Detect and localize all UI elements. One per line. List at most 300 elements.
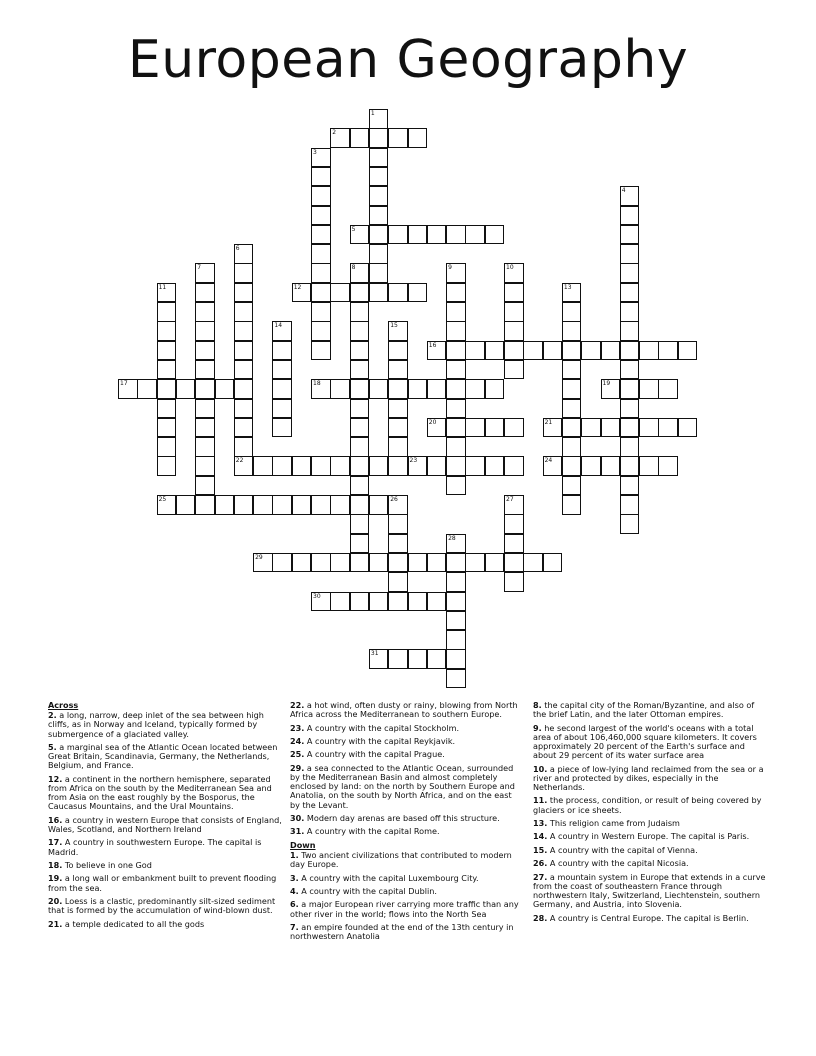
crossword-cell[interactable] <box>427 341 447 361</box>
crossword-cell[interactable] <box>253 495 273 515</box>
cell-number: 29 <box>255 553 263 561</box>
crossword-cell[interactable] <box>620 283 640 303</box>
clue-number: 10. <box>533 763 548 774</box>
clue-text: A country with the capital Reykjavik. <box>306 735 456 746</box>
cell-number: 20 <box>428 418 437 426</box>
crossword-cell[interactable] <box>311 321 331 341</box>
crossword-cell[interactable] <box>601 379 621 399</box>
cell-number: 4 <box>621 187 626 195</box>
crossword-cell[interactable] <box>504 418 524 438</box>
crossword-cell[interactable] <box>369 379 389 399</box>
crossword-cell[interactable] <box>388 553 408 573</box>
crossword-cell[interactable] <box>388 514 408 534</box>
crossword-cell[interactable] <box>504 360 524 380</box>
cell-number: 17 <box>120 380 128 388</box>
crossword-cell[interactable] <box>157 341 177 361</box>
crossword-cell[interactable] <box>311 553 331 573</box>
crossword-cell[interactable] <box>350 476 370 496</box>
cell-number: 5 <box>351 225 356 233</box>
crossword-cell[interactable] <box>350 592 370 612</box>
crossword-cell[interactable] <box>350 225 370 245</box>
crossword-cell[interactable] <box>581 418 601 438</box>
cell-number: 12 <box>293 283 302 291</box>
crossword-cell[interactable] <box>330 128 350 148</box>
crossword-cell[interactable] <box>234 360 254 380</box>
crossword-cell[interactable] <box>350 534 370 554</box>
crossword-cell[interactable] <box>311 302 331 322</box>
clue-across <box>48 920 282 929</box>
crossword-cell[interactable] <box>427 225 447 245</box>
crossword-cell[interactable] <box>388 418 408 438</box>
crossword-cell[interactable] <box>195 476 215 496</box>
clue-text: the capital city of the Roman/Byzantine, and also of the brief Latin, and the later Ottoman empires. <box>533 700 755 720</box>
crossword-cell[interactable] <box>195 418 215 438</box>
crossword-cell[interactable] <box>658 341 678 361</box>
crossword-cell[interactable] <box>330 553 350 573</box>
crossword-cell[interactable] <box>388 321 408 341</box>
crossword-cell[interactable] <box>446 399 466 419</box>
crossword-cell[interactable] <box>388 572 408 592</box>
clue-text: Two ancient civilizations that contributed to modern day Europe. <box>290 849 512 870</box>
crossword-cell[interactable] <box>272 399 292 419</box>
crossword-cell[interactable] <box>350 418 370 438</box>
crossword-cell[interactable] <box>620 379 640 399</box>
crossword-cell[interactable] <box>330 379 350 399</box>
crossword-cell[interactable] <box>504 572 524 592</box>
crossword-cell[interactable] <box>350 495 370 515</box>
crossword-cell[interactable] <box>562 341 582 361</box>
crossword-cell[interactable] <box>446 360 466 380</box>
crossword-cell[interactable] <box>601 341 621 361</box>
crossword-cell[interactable] <box>157 437 177 457</box>
crossword-cell[interactable] <box>330 592 350 612</box>
clue-text: This religion came from Judaism <box>549 817 680 828</box>
crossword-cell[interactable] <box>446 263 466 283</box>
crossword-cell[interactable] <box>562 302 582 322</box>
crossword-cell[interactable] <box>157 379 177 399</box>
crossword-cell[interactable] <box>311 186 331 206</box>
clue-number: 14. <box>533 831 548 842</box>
crossword-cell[interactable] <box>157 495 177 515</box>
crossword-cell[interactable] <box>157 456 177 476</box>
crossword-cell[interactable] <box>562 476 582 496</box>
crossword-cell[interactable] <box>350 437 370 457</box>
crossword-cell[interactable] <box>446 225 466 245</box>
crossword-cell[interactable] <box>446 476 466 496</box>
crossword-cell[interactable] <box>408 379 428 399</box>
crossword-cell[interactable] <box>658 456 678 476</box>
crossword-cell[interactable] <box>292 456 312 476</box>
crossword-cell[interactable] <box>446 592 466 612</box>
crossword-cell[interactable] <box>620 341 640 361</box>
crossword-cell[interactable] <box>465 225 485 245</box>
crossword-cell[interactable] <box>369 592 389 612</box>
crossword-cell[interactable] <box>427 379 447 399</box>
crossword-cell[interactable] <box>195 360 215 380</box>
crossword-cell[interactable] <box>446 341 466 361</box>
crossword-cell[interactable] <box>311 592 331 612</box>
crossword-cell[interactable] <box>504 321 524 341</box>
crossword-cell[interactable] <box>543 553 563 573</box>
crossword-cell[interactable] <box>272 456 292 476</box>
crossword-cell[interactable] <box>427 649 447 669</box>
crossword-cell[interactable] <box>234 379 254 399</box>
crossword-cell[interactable] <box>157 360 177 380</box>
clue-down <box>533 859 767 868</box>
crossword-cell[interactable] <box>620 321 640 341</box>
crossword-cell[interactable] <box>195 263 215 283</box>
crossword-cell[interactable] <box>427 456 447 476</box>
crossword-cell[interactable] <box>446 321 466 341</box>
crossword-cell[interactable] <box>195 495 215 515</box>
crossword-cell[interactable] <box>620 206 640 226</box>
cell-number: 7 <box>197 264 202 272</box>
crossword-cell[interactable] <box>620 244 640 264</box>
crossword-cell[interactable] <box>350 553 370 573</box>
crossword-cell[interactable] <box>465 379 485 399</box>
clue-down <box>290 874 524 883</box>
crossword-cell[interactable] <box>350 379 370 399</box>
crossword-cell[interactable] <box>465 341 485 361</box>
crossword-cell[interactable] <box>234 399 254 419</box>
crossword-cell[interactable] <box>504 534 524 554</box>
crossword-cell[interactable] <box>408 128 428 148</box>
crossword-cell[interactable] <box>639 418 659 438</box>
crossword-cell[interactable] <box>350 341 370 361</box>
crossword-cell[interactable] <box>253 553 273 573</box>
crossword-cell[interactable] <box>543 456 563 476</box>
crossword-cell[interactable] <box>620 225 640 245</box>
crossword-cell[interactable] <box>408 553 428 573</box>
crossword-cell[interactable] <box>562 379 582 399</box>
crossword-cell[interactable] <box>350 283 370 303</box>
crossword-cell[interactable] <box>620 263 640 283</box>
crossword-cell[interactable] <box>408 225 428 245</box>
crossword-cell[interactable] <box>388 360 408 380</box>
crossword-cell[interactable] <box>388 456 408 476</box>
clue-down <box>290 900 524 918</box>
crossword-cell[interactable] <box>523 553 543 573</box>
crossword-cell[interactable] <box>118 379 138 399</box>
crossword-cell[interactable] <box>408 592 428 612</box>
crossword-cell[interactable] <box>330 456 350 476</box>
cell-number: 31 <box>370 650 379 658</box>
crossword-cell[interactable] <box>311 341 331 361</box>
crossword-cell[interactable] <box>562 399 582 419</box>
crossword-cell[interactable] <box>388 534 408 554</box>
crossword-cell[interactable] <box>272 341 292 361</box>
clue-down <box>533 914 767 923</box>
crossword-cell[interactable] <box>543 341 563 361</box>
crossword-cell[interactable] <box>446 302 466 322</box>
crossword-cell[interactable] <box>369 109 389 129</box>
crossword-cell[interactable] <box>465 418 485 438</box>
clue-text: A country with the capital Rome. <box>306 826 440 837</box>
cell-number: 11 <box>158 283 167 291</box>
crossword-cell[interactable] <box>601 456 621 476</box>
crossword-cell[interactable] <box>388 225 408 245</box>
crossword-cell[interactable] <box>369 148 389 168</box>
crossword-cell[interactable] <box>427 418 447 438</box>
clue-across <box>290 750 524 759</box>
crossword-cell[interactable] <box>176 379 196 399</box>
crossword-cell[interactable] <box>504 456 524 476</box>
crossword-cell[interactable] <box>311 167 331 187</box>
crossword-cell[interactable] <box>388 379 408 399</box>
crossword-cell[interactable] <box>311 148 331 168</box>
cell-number: 15 <box>390 322 398 330</box>
crossword-cell[interactable] <box>658 379 678 399</box>
crossword-cell[interactable] <box>658 418 678 438</box>
crossword-cell[interactable] <box>388 341 408 361</box>
crossword-cell[interactable] <box>234 456 254 476</box>
crossword-cell[interactable] <box>350 399 370 419</box>
clue-number: 3. <box>290 872 299 883</box>
crossword-cell[interactable] <box>195 321 215 341</box>
clue-text: Loess is a clastic, predominantly silt-sized sediment that is formed by the accumulation of wind-blown dust. <box>48 895 276 916</box>
cell-number: 21 <box>544 418 553 426</box>
crossword-cell[interactable] <box>639 379 659 399</box>
crossword-cell[interactable] <box>562 321 582 341</box>
clue-number: 7. <box>290 921 299 932</box>
crossword-cell[interactable] <box>485 225 505 245</box>
crossword-cell[interactable] <box>446 283 466 303</box>
crossword-cell[interactable] <box>369 128 389 148</box>
clue-text: a hot wind, often dusty or rainy, blowing from North Africa across the Mediterranean to southern Europe. <box>290 700 518 720</box>
clue-number: 25. <box>290 749 305 760</box>
crossword-cell[interactable] <box>350 128 370 148</box>
crossword-cell[interactable] <box>215 379 235 399</box>
crossword-cell[interactable] <box>350 302 370 322</box>
crossword-cell[interactable] <box>253 456 273 476</box>
crossword-cell[interactable] <box>620 514 640 534</box>
clue-number: 19. <box>48 873 63 884</box>
clue-down <box>533 873 767 910</box>
crossword-cell[interactable] <box>234 244 254 264</box>
crossword-cell[interactable] <box>446 572 466 592</box>
crossword-cell[interactable] <box>543 418 563 438</box>
crossword-cell[interactable] <box>408 649 428 669</box>
crossword-cell[interactable] <box>639 456 659 476</box>
crossword-cell[interactable] <box>562 495 582 515</box>
crossword-cell[interactable] <box>408 283 428 303</box>
clue-across <box>48 775 282 812</box>
crossword-cell[interactable] <box>446 630 466 650</box>
crossword-cell[interactable] <box>311 263 331 283</box>
crossword-cell[interactable] <box>195 341 215 361</box>
crossword-cell[interactable] <box>485 418 505 438</box>
crossword-cell[interactable] <box>581 341 601 361</box>
clue-across <box>48 838 282 856</box>
crossword-cell[interactable] <box>446 379 466 399</box>
crossword-cell[interactable] <box>195 456 215 476</box>
crossword-cell[interactable] <box>157 321 177 341</box>
crossword-cell[interactable] <box>446 456 466 476</box>
crossword-cell[interactable] <box>504 302 524 322</box>
crossword-cell[interactable] <box>330 495 350 515</box>
crossword-cell[interactable] <box>369 456 389 476</box>
crossword-cell[interactable] <box>562 418 582 438</box>
crossword-cell[interactable] <box>388 649 408 669</box>
crossword-cell[interactable] <box>369 263 389 283</box>
crossword-cell[interactable] <box>388 437 408 457</box>
crossword-cell[interactable] <box>311 379 331 399</box>
crossword-cell[interactable] <box>234 341 254 361</box>
crossword-cell[interactable] <box>446 418 466 438</box>
crossword-cell[interactable] <box>446 611 466 631</box>
clue-down <box>533 819 767 828</box>
cell-number: 30 <box>313 592 321 600</box>
crossword-cell[interactable] <box>369 283 389 303</box>
crossword-cell[interactable] <box>369 225 389 245</box>
crossword-cell[interactable] <box>350 263 370 283</box>
crossword-cell[interactable] <box>427 592 447 612</box>
crossword-cell[interactable] <box>272 379 292 399</box>
crossword-cell[interactable] <box>504 263 524 283</box>
crossword-cell[interactable] <box>195 399 215 419</box>
crossword-cell[interactable] <box>234 437 254 457</box>
crossword-cell[interactable] <box>620 495 640 515</box>
crossword-cell[interactable] <box>427 553 447 573</box>
crossword-cell[interactable] <box>369 167 389 187</box>
crossword-cell[interactable] <box>157 399 177 419</box>
crossword-cell[interactable] <box>388 128 408 148</box>
crossword-cell[interactable] <box>620 399 640 419</box>
crossword-cell[interactable] <box>369 244 389 264</box>
clue-text: a major European river carrying more traffic than any other river in the world; flows into the North Sea <box>290 899 519 919</box>
crossword-cell[interactable] <box>234 321 254 341</box>
crossword-cell[interactable] <box>620 437 640 457</box>
crossword-cell[interactable] <box>272 360 292 380</box>
crossword-cell[interactable] <box>157 283 177 303</box>
crossword-cell[interactable] <box>465 553 485 573</box>
crossword-cell[interactable] <box>369 186 389 206</box>
crossword-cell[interactable] <box>446 534 466 554</box>
crossword-cell[interactable] <box>388 283 408 303</box>
crossword-cell[interactable] <box>195 379 215 399</box>
crossword-cell[interactable] <box>639 341 659 361</box>
clue-text: a continent in the northern hemisphere, separated from Africa on the south by the Mediterranean Sea and from Asia on the east roughly by the Bosporus, the Caucasus Mountains, and the Ural Mountains. <box>48 773 272 812</box>
crossword-cell[interactable] <box>311 283 331 303</box>
crossword-cell[interactable] <box>369 495 389 515</box>
crossword-cell[interactable] <box>157 418 177 438</box>
crossword-cell[interactable] <box>311 225 331 245</box>
crossword-cell[interactable] <box>620 186 640 206</box>
crossword-cell[interactable] <box>272 321 292 341</box>
crossword-cell[interactable] <box>215 495 235 515</box>
crossword-cell[interactable] <box>465 456 485 476</box>
crossword-cell[interactable] <box>504 495 524 515</box>
crossword-cell[interactable] <box>581 456 601 476</box>
crossword-cell[interactable] <box>601 418 621 438</box>
crossword-cell[interactable] <box>234 418 254 438</box>
crossword-cell[interactable] <box>311 244 331 264</box>
crossword-cell[interactable] <box>350 360 370 380</box>
crossword-cell[interactable] <box>504 514 524 534</box>
crossword-cell[interactable] <box>485 379 505 399</box>
crossword-cell[interactable] <box>678 418 698 438</box>
crossword-cell[interactable] <box>234 263 254 283</box>
crossword-cell[interactable] <box>176 495 196 515</box>
cell-number: 1 <box>370 110 375 117</box>
clue-text: To believe in one God <box>64 859 152 870</box>
crossword-cell[interactable] <box>350 514 370 534</box>
crossword-cell[interactable] <box>408 456 428 476</box>
crossword-cell[interactable] <box>234 302 254 322</box>
clue-number: 1. <box>290 849 299 860</box>
crossword-cell[interactable] <box>272 418 292 438</box>
crossword-cell[interactable] <box>620 418 640 438</box>
crossword-cell[interactable] <box>485 341 505 361</box>
crossword-cell[interactable] <box>350 456 370 476</box>
clue-text: he second largest of the world's oceans with a total area of about 106,460,000 square kilometers. It covers approximately 20 percent of the Earth's surface and about 29 percent of its water surface area <box>533 722 757 761</box>
clue-across <box>48 816 282 834</box>
crossword-cell[interactable] <box>195 437 215 457</box>
crossword-cell[interactable] <box>620 360 640 380</box>
crossword-cell[interactable] <box>446 437 466 457</box>
crossword-cell[interactable] <box>678 341 698 361</box>
crossword-cell[interactable] <box>292 283 312 303</box>
crossword-cell[interactable] <box>388 592 408 612</box>
crossword-cell[interactable] <box>446 553 466 573</box>
clue-text: A country with the capital Dublin. <box>301 885 437 896</box>
crossword-cell[interactable] <box>504 341 524 361</box>
crossword-cell[interactable] <box>234 283 254 303</box>
crossword-cell[interactable] <box>388 495 408 515</box>
clue-across <box>48 861 282 870</box>
crossword-cell[interactable] <box>292 495 312 515</box>
crossword-cell[interactable] <box>388 399 408 419</box>
crossword-cell[interactable] <box>504 553 524 573</box>
crossword-cell[interactable] <box>234 495 254 515</box>
crossword-cell[interactable] <box>562 437 582 457</box>
crossword-cell[interactable] <box>562 456 582 476</box>
crossword-cell[interactable] <box>137 379 157 399</box>
crossword-cell[interactable] <box>562 283 582 303</box>
crossword-cell[interactable] <box>523 341 543 361</box>
clue-column-1 <box>48 701 282 933</box>
crossword-cell[interactable] <box>620 456 640 476</box>
crossword-cell[interactable] <box>369 553 389 573</box>
crossword-cell[interactable] <box>350 321 370 341</box>
crossword-cell[interactable] <box>311 495 331 515</box>
clue-down <box>533 724 767 761</box>
crossword-cell[interactable] <box>446 669 466 689</box>
crossword-cell[interactable] <box>272 495 292 515</box>
crossword-cell[interactable] <box>369 206 389 226</box>
clue-number: 23. <box>290 722 305 733</box>
crossword-cell[interactable] <box>195 283 215 303</box>
crossword-cell[interactable] <box>485 553 505 573</box>
crossword-cell[interactable] <box>620 476 640 496</box>
crossword-cell[interactable] <box>311 456 331 476</box>
crossword-cell[interactable] <box>562 360 582 380</box>
crossword-cell[interactable] <box>292 553 312 573</box>
crossword-cell[interactable] <box>446 649 466 669</box>
crossword-cell[interactable] <box>311 206 331 226</box>
crossword-cell[interactable] <box>195 302 215 322</box>
crossword-cell[interactable] <box>485 456 505 476</box>
crossword-cell[interactable] <box>369 649 389 669</box>
crossword-cell[interactable] <box>620 302 640 322</box>
clue-text: a sea connected to the Atlantic Ocean, surrounded by the Mediterranean Basin and almost completely enclosed by land: on the north by Southern Europe and Anatolia, on the south by North Africa, and on the east by the Levant. <box>290 762 515 810</box>
crossword-cell[interactable] <box>272 553 292 573</box>
cell-number: 28 <box>448 534 456 542</box>
crossword-cell[interactable] <box>157 302 177 322</box>
crossword-cell[interactable] <box>330 283 350 303</box>
clue-text: A country with the capital Stockholm. <box>306 722 460 733</box>
crossword-cell[interactable] <box>504 283 524 303</box>
